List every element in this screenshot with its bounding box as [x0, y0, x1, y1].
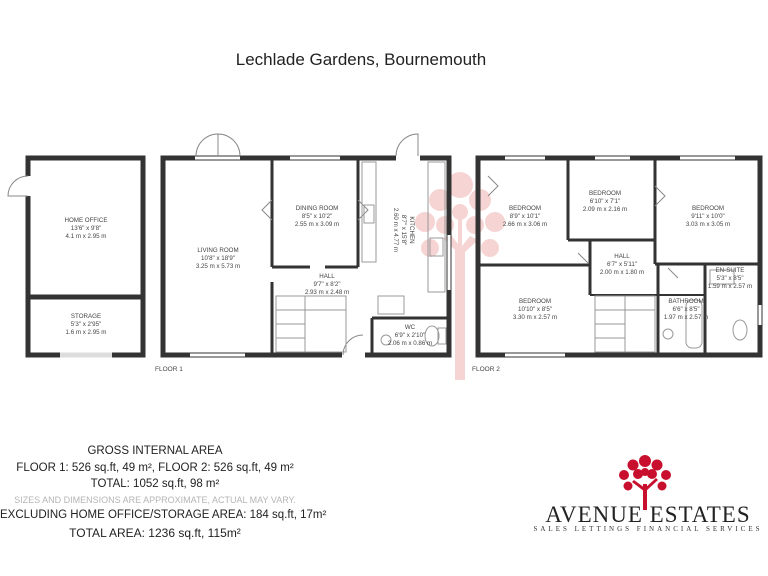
- brand-name: AVENUE ESTATES: [545, 502, 751, 527]
- room-hall-f1-metric: 2.93 m x 2.48 m: [304, 289, 350, 296]
- room-home-office-name: HOME OFFICE: [64, 217, 108, 224]
- room-home-office-imperial: 13'6" x 9'8": [70, 225, 102, 232]
- gross-internal-area: [0, 443, 327, 542]
- room-en-suite-metric: 1.59 m x 2.57 m: [707, 283, 753, 290]
- page-title: Lechlade Gardens, Bournemouth: [235, 50, 487, 69]
- room-hall-f2-name: HALL: [614, 253, 630, 260]
- room-dining-room-name: DINING ROOM: [295, 205, 339, 212]
- room-dining-room-imperial: 8'5" x 10'2": [301, 213, 333, 220]
- room-hall-f1-imperial: 9'7" x 8'2": [313, 281, 341, 288]
- room-bedroom-1-metric: 2.66 m x 3.06 m: [502, 221, 548, 228]
- room-bedroom-2-metric: 2.09 m x 2.16 m: [582, 206, 628, 213]
- room-storage-metric: 1.6 m x 2.95 m: [65, 329, 107, 336]
- room-hall-f2-metric: 2.00 m x 1.80 m: [599, 269, 645, 276]
- room-en-suite-imperial: 5'3" x 8'5": [716, 275, 744, 282]
- room-bedroom-4-metric: 3.30 m x 2.57 m: [512, 314, 558, 321]
- area-disclaimer: SIZES AND DIMENSIONS ARE APPROXIMATE, ACTUAL MAY VARY.: [14, 494, 296, 505]
- room-en-suite-name: EN-SUITE: [715, 267, 745, 274]
- room-living-room-name: LIVING ROOM: [197, 247, 239, 254]
- tree-logo-icon: [520, 448, 768, 548]
- brand-logo: [520, 448, 768, 548]
- room-bedroom-2-imperial: 6'10" x 7'1": [589, 198, 621, 205]
- room-storage-imperial: 5'3" x 2'95": [70, 321, 102, 328]
- room-storage-name: STORAGE: [70, 313, 102, 320]
- room-wc-name: WC: [404, 324, 416, 331]
- room-kitchen-metric: 2.60 m x 4.77 m: [392, 207, 399, 253]
- room-bathroom-name: BATHROOM: [668, 298, 704, 305]
- room-bedroom-1-name: BEDROOM: [509, 205, 541, 212]
- room-living-room-metric: 3.25 m x 5.73 m: [195, 263, 241, 270]
- room-bedroom-3-metric: 3.03 m x 3.05 m: [685, 221, 731, 228]
- room-bedroom-4-imperial: 10'10" x 8'5": [518, 306, 552, 313]
- room-kitchen-name: KITCHEN: [408, 216, 415, 244]
- room-wc-metric: 2.06 m x 0.86 m: [387, 340, 433, 347]
- brand-tagline: SALES LETTINGS FINANCIAL SERVICES: [533, 525, 763, 533]
- room-bedroom-4-name: BEDROOM: [519, 298, 551, 305]
- floor-1-label: FLOOR 1: [155, 366, 183, 373]
- room-hall-f1-name: HALL: [319, 273, 335, 280]
- room-home-office-metric: 4.1 m x 2.95 m: [65, 233, 107, 240]
- room-kitchen-imperial: 8'7" x 15'8": [400, 214, 407, 246]
- room-bathroom-metric: 1.97 m x 2.57 m: [663, 314, 709, 321]
- area-total-line: TOTAL: 1052 sq.ft, 98 m²: [90, 478, 220, 490]
- room-bathroom-imperial: 6'6" x 8'5": [672, 306, 700, 313]
- area-total-area-line: TOTAL AREA: 1236 sq.ft, 115m²: [69, 526, 241, 540]
- floor-2-label: FLOOR 2: [472, 366, 500, 373]
- room-dining-room-metric: 2.55 m x 3.09 m: [294, 221, 340, 228]
- room-bedroom-2-name: BEDROOM: [589, 190, 621, 197]
- room-living-room-imperial: 10'8" x 18'9": [201, 255, 235, 262]
- room-bedroom-1-imperial: 8'9" x 10'1": [509, 213, 541, 220]
- area-excluding-line: EXCLUDING HOME OFFICE/STORAGE AREA: 184 sq.ft, 17m²: [0, 508, 327, 521]
- area-floors-line: FLOOR 1: 526 sq.ft, 49 m², FLOOR 2: 526 sq.ft, 49 m²: [16, 461, 294, 474]
- room-hall-f2-imperial: 6'7" x 5'11": [606, 261, 638, 268]
- area-heading: GROSS INTERNAL AREA: [87, 445, 223, 457]
- room-bedroom-3-name: BEDROOM: [692, 205, 724, 212]
- room-wc-imperial: 6'9" x 2'10": [394, 332, 426, 339]
- room-bedroom-3-imperial: 9'11" x 10'0": [691, 213, 725, 220]
